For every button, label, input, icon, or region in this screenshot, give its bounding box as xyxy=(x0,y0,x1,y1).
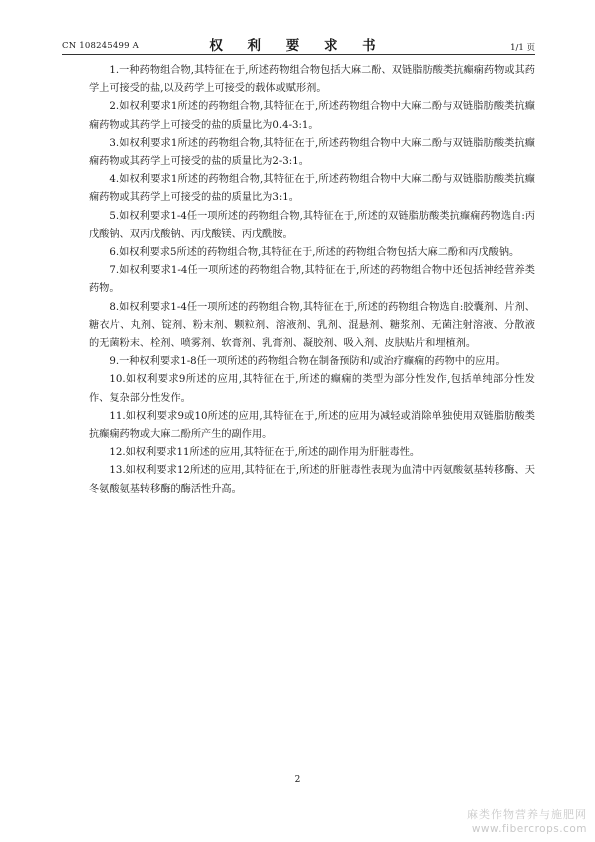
claim-10: 10.如权利要求9所述的应用,其特征在于,所述的癫痫的类型为部分性发作,包括单纯部分性发作、复杂部分性发作。 xyxy=(89,374,535,404)
watermark-url: www.fibercrops.com xyxy=(471,823,587,835)
claim-2: 2.如权利要求1所述的药物组合物,其特征在于,所述药物组合物中大麻二酚与双链脂肪酸类抗癫痫药物或其药学上可接受的盐的质量比为0.4-3:1。 xyxy=(89,101,535,131)
document-number: CN 108245499 A xyxy=(62,41,139,51)
watermark-site-name: 麻类作物营养与施肥网 xyxy=(467,808,587,821)
claim-7: 7.如权利要求1-4任一项所述的药物组合物,其特征在于,所述的药物组合物中还包括神经营养类药物。 xyxy=(89,265,535,295)
claim-11: 11.如权利要求9或10所述的应用,其特征在于,所述的应用为减轻或消除单独使用双链脂肪酸类抗癫痫药物或大麻二酚所产生的副作用。 xyxy=(89,410,535,441)
claims-list xyxy=(89,62,535,499)
header-divider xyxy=(62,54,535,55)
claim-9: 9.一种权利要求1-8任一项所述的药物组合物在制备预防和/或治疗癫痫的药物中的应用。 xyxy=(109,356,506,368)
claim-6: 6.如权利要求5所述的药物组合物,其特征在于,所述的药物组合物包括大麻二酚和丙戊酸钠。 xyxy=(109,247,520,259)
page-number: 2 xyxy=(294,775,301,785)
watermark xyxy=(467,808,587,836)
claim-3: 3.如权利要求1所述的药物组合物,其特征在于,所述药物组合物中大麻二酚与双链脂肪酸类抗癫痫药物或其药学上可接受的盐的质量比为2-3:1。 xyxy=(89,137,535,168)
claim-1: 1.一种药物组合物,其特征在于,所述药物组合物包括大麻二酚、双链脂肪酸类抗癫痫药物或其药学上可接受的盐,以及药学上可接受的载体或赋形剂。 xyxy=(89,65,535,95)
claim-12: 12.如权利要求11所述的应用,其特征在于,所述的副作用为肝脏毒性。 xyxy=(109,447,421,459)
claim-13: 13.如权利要求12所述的应用,其特征在于,所述的肝脏毒性表现为血清中丙氨酸氨基转移酶、天冬氨酸氨基转移酶的酶活性升高。 xyxy=(89,465,535,495)
claim-5: 5.如权利要求1-4任一项所述的药物组合物,其特征在于,所述的双链脂肪酸类抗癫痫药物选自:丙戊酸钠、双丙戊酸钠、丙戊酸镁、丙戊酰胺。 xyxy=(89,210,535,240)
claim-8: 8.如权利要求1-4任一项所述的药物组合物,其特征在于,所述的药物组合物选自:胶囊剂、片剂、糖衣片、丸剂、锭剂、粉末剂、颗粒剂、溶液剂、乳剂、混悬剂、糖浆剂、无菌注射溶液、分散液的无菌粉末、栓剂、喷雾剂、软膏剂、乳膏剂、凝胶剂、吸入剂、皮肤贴片和埋植剂。 xyxy=(89,301,535,350)
page-title: 权 利 要 求 书 xyxy=(209,38,386,54)
page-indicator: 1/1 页 xyxy=(510,43,535,53)
claim-4: 4.如权利要求1所述的药物组合物,其特征在于,所述药物组合物中大麻二酚与双链脂肪酸类抗癫痫药物或其药学上可接受的盐的质量比为3:1。 xyxy=(89,174,535,204)
